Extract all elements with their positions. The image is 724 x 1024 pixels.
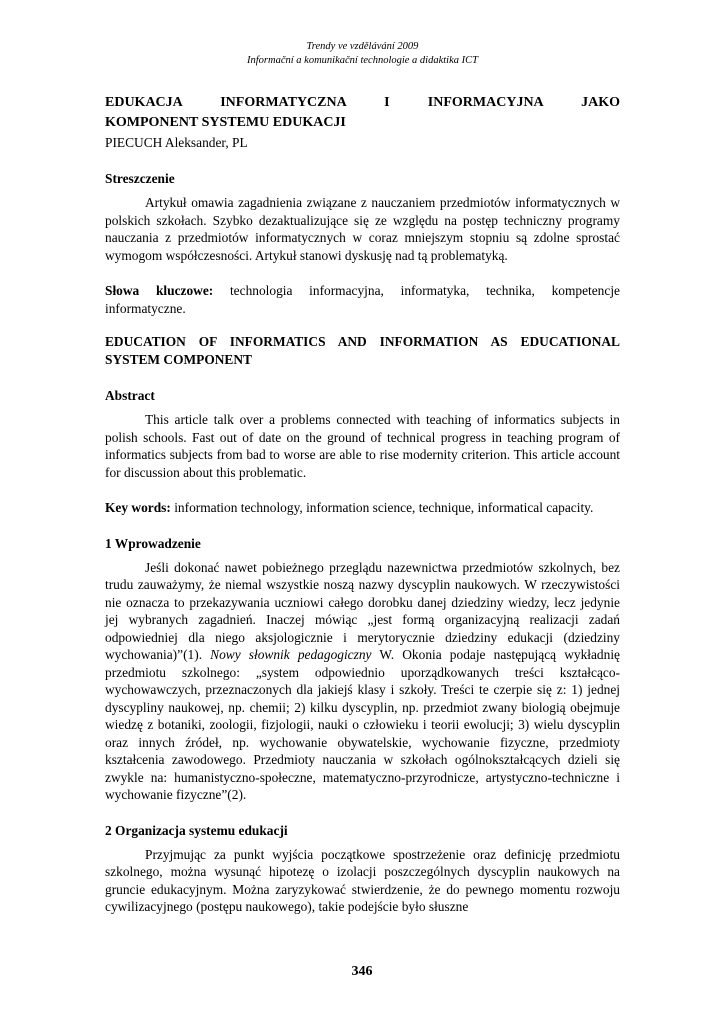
section-1-citation: Nowy słownik pedagogiczny — [210, 647, 372, 662]
slowa-kluczowe — [105, 282, 620, 317]
page-content — [105, 40, 620, 916]
key-words-label: Key words: — [105, 500, 171, 515]
streszczenie-text: Artykuł omawia zagadnienia związane z nauczaniem przedmiotów informatycznych w polskich szkołach. Szybko dezaktualizujące się ze względu na postęp techniczny programy nauczania z przedmiotów informatycznych w coraz mniejszym stopniu są zdolne sprostać wymogom współczesności. Artykuł stanowi dyskusję nad tą problematyką. — [105, 195, 620, 263]
streszczenie-section — [105, 170, 620, 264]
running-head-line2: Informační a komunikační technologie a didaktika ICT — [247, 55, 478, 66]
section-1-heading: 1 Wprowadzenie — [105, 535, 201, 551]
streszczenie-heading: Streszczenie — [105, 171, 175, 186]
abstract-section — [105, 387, 620, 481]
section-1-text-b: W. Okonia podaje następującą wykładnię przedmiotu szkolnego: „system odpowiednio uporządkowanych treści kształcąco-wychowawczych, przeznaczonych dla jakiejś klasy i szkoły. Treści te czerpie się z: 1) jednej dyscypliny naukowej, np. chemii; 2) kilku dyscyplin, np. przedmiot zwany biologią obejmuje wiedzę z botaniki, zoologii, fizjologii, nauki o człowieku i teorii ewolucji; 3) wielu dyscyplin oraz innych źródeł, np. wychowanie obywatelskie, wychowanie fizyczne, przedmioty kształcenia zawodowego. Przedmioty nauczania w szkołach ogólnokształcących dzieli się zwykle na: humanistyczno-społeczne, matematyczno-przyrodnicze, artystyczno-techniczne i wychowanie fizyczne”(2). — [105, 647, 620, 802]
running-head — [105, 40, 620, 68]
english-title: EDUCATION OF INFORMATICS AND INFORMATION AS EDUCATIONAL SYSTEM COMPONENT — [105, 334, 620, 367]
slowa-kluczowe-text: technologia informacyjna, informatyka, technika, kompetencje informatyczne. — [105, 283, 620, 316]
abstract-text: This article talk over a problems connected with teaching of informatics subjects in polish schools. Fast out of date on the ground of technical progress in teaching program of informatics subjects from bad to worse are able to rise modernity criterion. This article account for discussion about this problematic. — [105, 412, 620, 480]
page-number: 346 — [351, 964, 373, 979]
paper-title-line1: EDUKACJA INFORMATYCZNA I INFORMACYJNA JAKO — [105, 95, 620, 110]
paper-title — [105, 93, 620, 133]
slowa-kluczowe-label: Słowa kluczowe: — [105, 283, 214, 298]
section-2-text: Przyjmując za punkt wyjścia początkowe spostrzeżenie oraz definicję przedmiotu szkolnego, można wysunąć hipotezę o izolacji poszczególnych dyscyplin naukowych na gruncie edukacyjnym. Można zaryzykować stwierdzenie, że do pewnego momentu rozwoju cywilizacyjnego (postępu naukowego), takie podejście było słuszne — [105, 846, 620, 914]
section-1-text-a: Jeśli dokonać nawet pobieżnego przeglądu nazewnictwa przedmiotów szkolnych, bez trudu zauważymy, że niemal wszystkie noszą nazwy dyscyplin naukowych. W rzeczywistości nie oznacza to przekazywania uczniowi całego dorobku danej dziedziny wiedzy, lecz jedynie jej wybranych zagadnień. Inaczej mówiąc „jest formą organizacyjną realizacji zadań odpowiedniej dla niego aksjologicznie i merytorycznie dziedziny edukacji (dziedziny wychowania)”(1). — [105, 559, 620, 662]
running-head-line1: Trendy ve vzdělávání 2009 — [306, 41, 419, 52]
key-words — [105, 499, 620, 517]
abstract-heading: Abstract — [105, 388, 155, 403]
key-words-text: information technology, information science, technique, informatical capacity. — [170, 500, 594, 515]
paper-title-line2: KOMPONENT SYSTEMU EDUKACJI — [105, 115, 346, 130]
author: PIECUCH Aleksander, PL — [105, 135, 248, 150]
section-1 — [105, 535, 620, 804]
section-1-text — [105, 559, 620, 804]
section-2 — [105, 822, 620, 916]
section-2-heading: 2 Organizacja systemu edukacji — [105, 822, 288, 838]
